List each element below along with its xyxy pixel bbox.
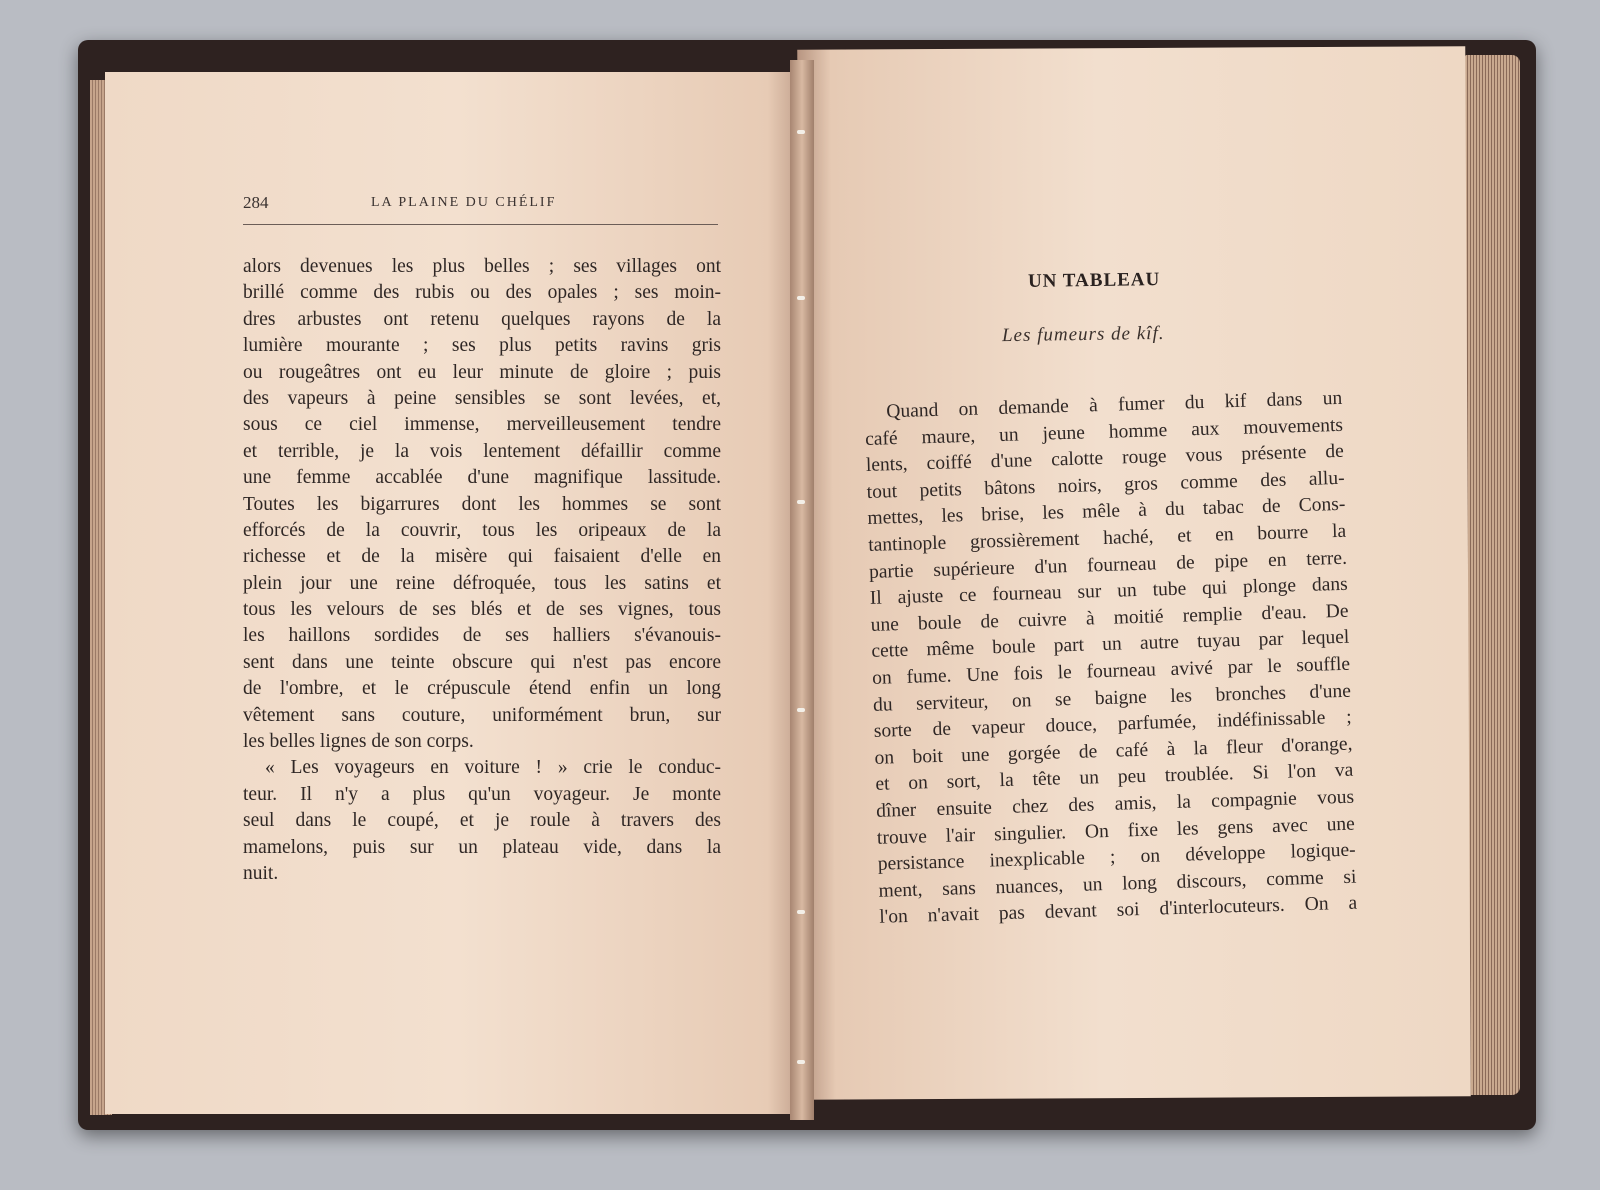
text-line: tout petits bâtons noirs, gros comme des allu- [866, 467, 1345, 503]
text-line: les haillons sordides de ses halliers s'évanouis- [243, 625, 721, 647]
running-header [243, 193, 718, 217]
text-line: seul dans le coupé, et je roule à travers des [243, 810, 721, 832]
binding-stitch [797, 296, 805, 300]
text-line: l'on n'avait pas devant soi d'interlocuteurs. On a [879, 892, 1358, 929]
header-rule [243, 224, 718, 225]
text-line: Quand on demande à fumer du kif dans un [886, 387, 1343, 423]
text-line: sous ce ciel immense, merveilleusement tendre [243, 414, 721, 436]
text-line: partie supérieure d'un fourneau de pipe en terre. [868, 547, 1348, 583]
page-number: 284 [243, 193, 269, 212]
text-line: mamelons, puis sur un plateau vide, dans la [243, 836, 721, 858]
text-line: efforcés de la couvrir, tous les oripeaux de la [243, 519, 721, 541]
text-line: café maure, un jeune homme aux mouvements [864, 414, 1344, 450]
text-line: sent dans une teinte obscure qui n'est pas encore [243, 651, 721, 673]
text-line: dîner ensuite chez des amis, la compagnie vous [875, 786, 1355, 822]
text-line: Il ajuste ce fourneau sur un tube qui plonge dans [869, 573, 1348, 610]
chapter-title: UN TABLEAU [1027, 269, 1161, 292]
text-line: cette même boule part un autre tuyau par lequel [871, 627, 1350, 663]
text-line: tantinople grossièrement haché, et en bourre la [868, 520, 1347, 556]
text-line: on boit une gorgée de café à la fleur d'orange, [874, 733, 1353, 769]
text-line: alors devenues les plus belles ; ses villages ont [243, 256, 721, 277]
text-line: trouve l'air singulier. On fixe les gens avec une [876, 813, 1356, 849]
text-line: les belles lignes de son corps. [243, 731, 474, 753]
text-line: mettes, les brise, les mêle à du tabac de Cons- [867, 494, 1346, 530]
running-head-title: LA PLAINE DU CHÉLIF [371, 195, 557, 210]
text-line: une boule de cuivre à moitié remplie d'eau. De [870, 600, 1349, 636]
book-gutter [790, 60, 814, 1120]
text-line: richesse et de la misère qui faisaient d'elle en [243, 546, 721, 568]
text-line: des vapeurs à peine sensibles se sont levées, et, [243, 387, 721, 409]
text-line: plein jour une reine défroquée, tous les satins et [243, 572, 721, 594]
binding-stitch [797, 500, 805, 504]
text-line: sorte de vapeur douce, parfumée, indéfinissable ; [873, 706, 1352, 742]
text-line: on fume. Une fois le fourneau avivé par le souffle [871, 653, 1351, 689]
right-page-body [864, 386, 1358, 932]
text-line: brillé comme des rubis ou des opales ; ses moin- [243, 282, 721, 304]
text-line: et on sort, la tête un peu troublée. Si l'on va [875, 759, 1354, 796]
text-line: persistance inexplicable ; on développe logique- [877, 839, 1356, 875]
text-line: nuit. [243, 862, 279, 884]
chapter-subtitle: Les fumeurs de kîf. [1001, 322, 1165, 347]
text-line: « Les voyageurs en voiture ! » crie le conduc- [265, 757, 721, 779]
text-line: teur. Il n'y a plus qu'un voyageur. Je monte [243, 783, 721, 805]
text-line: dres arbustes ont retenu quelques rayons de la [243, 308, 721, 330]
page-edges-right [1465, 55, 1520, 1095]
text-line: lumière mourante ; ses plus petits ravins gris [243, 335, 721, 357]
binding-stitch [797, 1060, 805, 1064]
text-line: une femme accablée d'une magnifique lassitude. [243, 467, 721, 489]
text-line: du serviteur, on se baigne les bronches d'une [872, 680, 1352, 716]
text-line: ment, sans nuances, un long discours, comme si [878, 866, 1357, 902]
text-line: lents, coiffé d'une calotte rouge vous présente de [865, 440, 1345, 477]
text-line: ou rougeâtres ont eu leur minute de gloire ; puis [243, 361, 721, 383]
binding-stitch [797, 910, 805, 914]
binding-stitch [797, 130, 805, 134]
text-line: Toutes les bigarrures dont les hommes se sont [243, 493, 721, 515]
text-line: et terrible, je la vois lentement défaillir comme [243, 440, 721, 462]
left-page-body [243, 254, 721, 887]
binding-stitch [797, 708, 805, 712]
text-line: de l'ombre, et le crépuscule étend enfin un long [243, 678, 721, 700]
text-line: tous les velours de ses blés et de ses vignes, tous [243, 599, 721, 621]
text-line: vêtement sans couture, uniformément brun, sur [243, 704, 721, 726]
